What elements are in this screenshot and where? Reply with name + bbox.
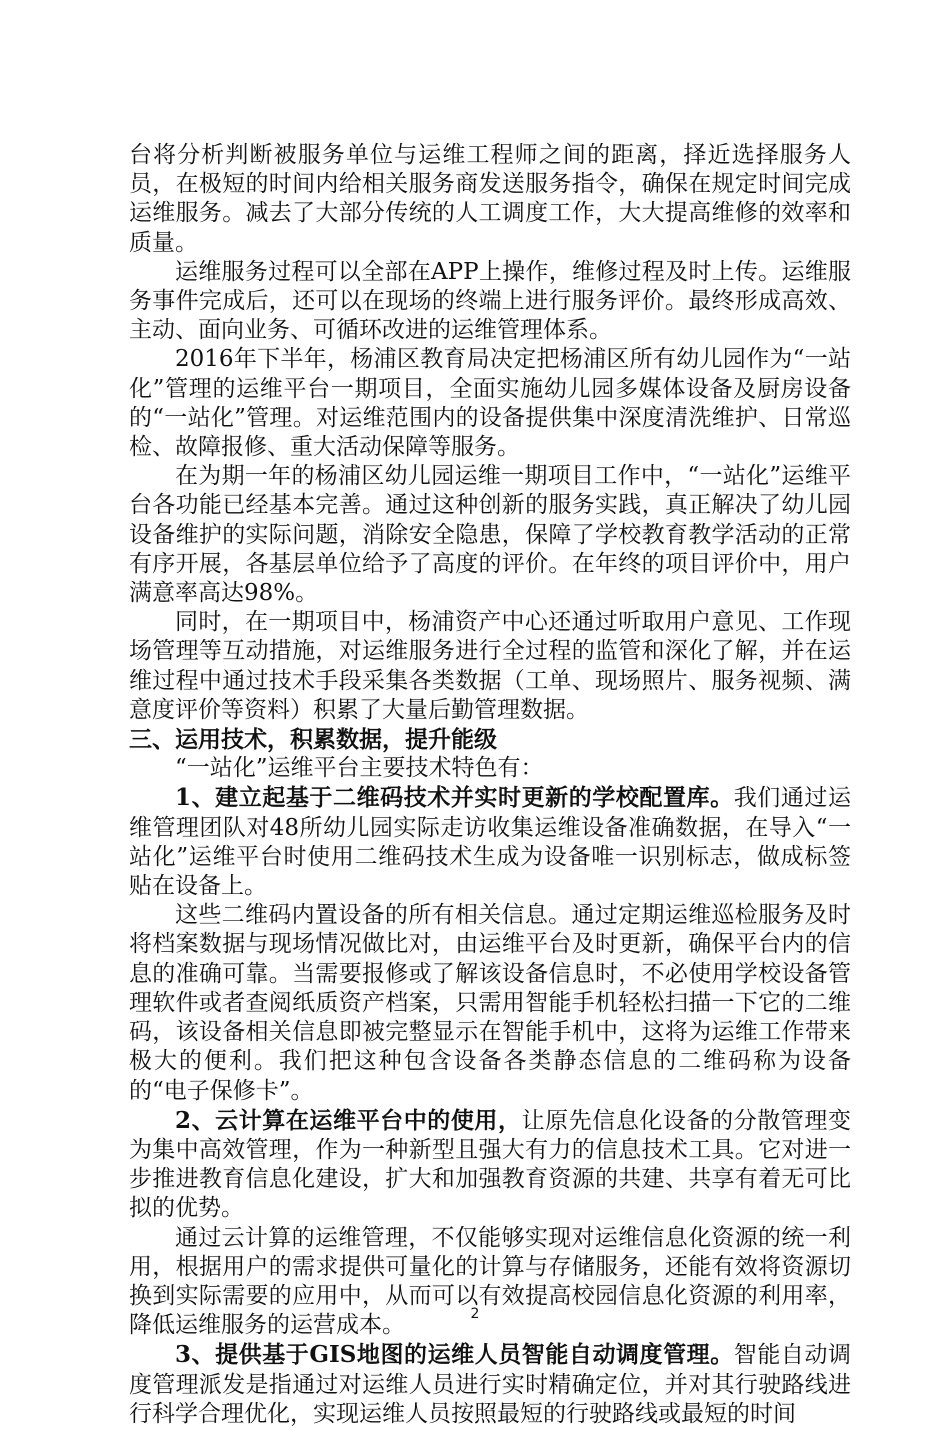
paragraph-qr-code: 这些二维码内置设备的所有相关信息。通过定期运维巡检服务及时将档案数据与现场情况做比对，由运维平台及时更新，确保平台内的信息的准确可靠。当需要报修或了解该设备信息时，不必使用学校设备管理软件或者查阅纸质资产档案，只需用智能手机轻松扫描一下它的二维码，该设备相关信息即被完整显示在智能手机中，这将为运维工作带来极大的便利。我们把这种包含设备各类静态信息的二维码称为设备的“电子保修卡”。 — [129, 902, 851, 1104]
feature-2-heading: 2、云计算在运维平台中的使用， — [175, 1106, 522, 1134]
feature-1-heading: 1、建立起基于二维码技术并实时更新的学校配置库。 — [175, 784, 734, 812]
paragraph-app-operation: 运维服务过程可以全部在APP上操作，维修过程及时上传。运维服务事件完成后，还可以在现场的终端上进行服务评价。最终形成高效、主动、面向业务、可循环改进的运维管理体系。 — [129, 258, 851, 344]
paragraph-features-intro: “一站化”运维平台主要技术特色有： — [175, 755, 544, 782]
page-number: 2 — [470, 1306, 480, 1322]
body-text — [129, 141, 851, 1429]
feature-3-heading: 3、提供基于GIS地图的运维人员智能自动调度管理。 — [175, 1341, 734, 1369]
paragraph-2016-project: 2016年下半年，杨浦区教育局决定把杨浦区所有幼儿园作为“一站化”管理的运维平台一期项目，全面实施幼儿园多媒体设备及厨房设备的“一站化”管理。对运维范围内的设备提供集中深度清洗维护、日常巡检、故障报修、重大活动保障等服务。 — [129, 346, 851, 461]
feature-3-text: 智能自动调度管理派发是指通过对运维人员进行实时精确定位，并对其行驶路线进行科学合理优化，实现运维人员按照最短的行驶路线或最短的时间 — [129, 1342, 852, 1427]
paragraph-continued: 台将分析判断被服务单位与运维工程师之间的距离，择近选择服务人员，在极短的时间内给相关服务商发送服务指令，确保在规定时间完成运维服务。减去了大部分传统的人工调度工作，大大提高维修的效率和质量。 — [129, 142, 851, 256]
paragraph-feature-3 — [129, 1340, 851, 1429]
paragraph-one-year-results: 在为期一年的杨浦区幼儿园运维一期项目工作中，“一站化”运维平台各功能已经基本完善。通过这种创新的服务实践，真正解决了幼儿园设备维护的实际问题，消除安全隐患，保障了学校教育教学活动的正常有序开展，各基层单位给予了高度的评价。在年终的项目评价中，用户满意率高达98%。 — [129, 463, 851, 607]
paragraph-feature-1 — [129, 783, 851, 901]
paragraph-data-collection: 同时，在一期项目中，杨浦资产中心还通过听取用户意见、工作现场管理等互动措施，对运维服务进行全过程的监管和深化了解，并在运维过程中通过技术手段采集各类数据（工单、现场照片、服务视频、满意度评价等资料）积累了大量后勤管理数据。 — [129, 609, 851, 723]
section-heading-3: 三、运用技术，积累数据，提升能级 — [129, 726, 497, 754]
feature-2-text: 让原先信息化设备的分散管理变为集中高效管理，作为一种新型且强大有力的信息技术工具。它对进一步推进教育信息化建设，扩大和加强教育资源的共建、共享有着无可比拟的优势。 — [129, 1107, 851, 1222]
paragraph-feature-2 — [129, 1106, 851, 1224]
feature-1-text: 我们通过运维管理团队对48所幼儿园实际走访收集运维设备准确数据，在导入“一站化”运维平台时使用二维码技术生成为设备唯一识别标志，做成标签贴在设备上。 — [129, 785, 852, 900]
paragraph-cloud-management: 通过云计算的运维管理，不仅能够实现对运维信息化资源的统一利用，根据用户的需求提供可量化的计算与存储服务，还能有效将资源切换到实际需要的应用中，从而可以有效提高校园信息化资源的利用率，降低运维服务的运营成本。 — [129, 1224, 851, 1339]
